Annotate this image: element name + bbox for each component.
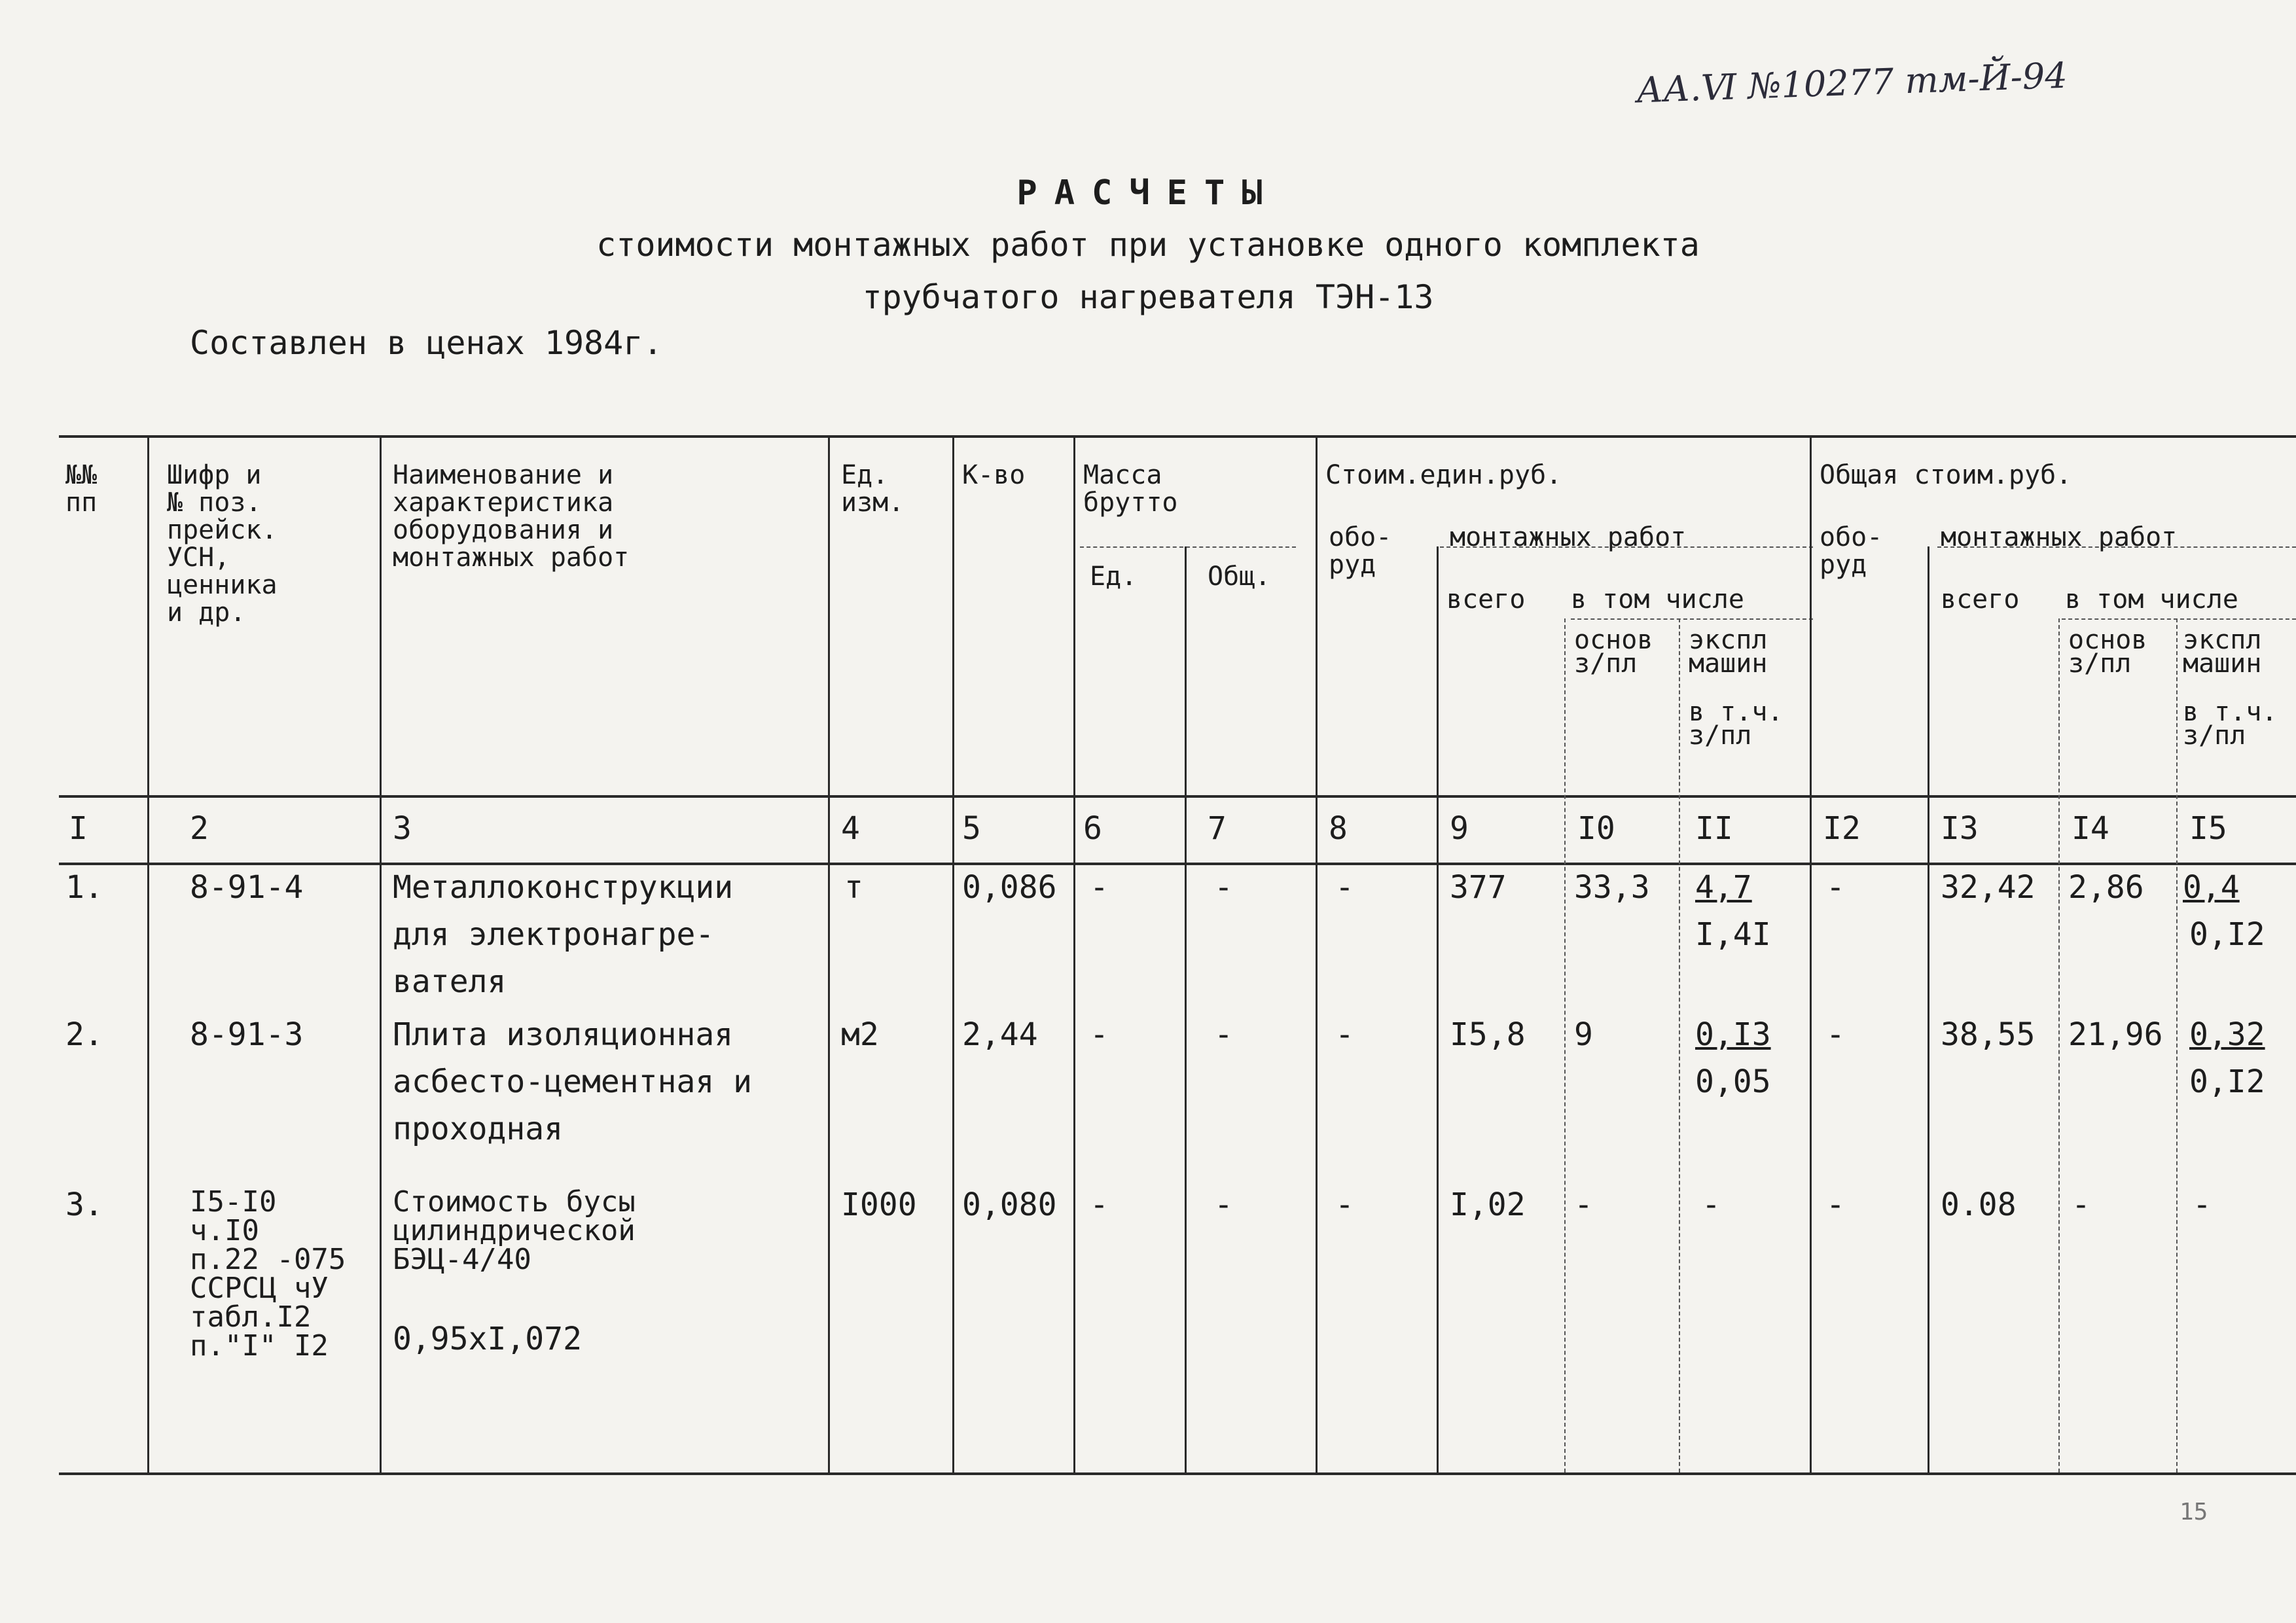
document-stamp: АА.Ⅵ №10277 тм-Й-94 (1636, 54, 2068, 111)
row-name: Стоимость бусы цилиндрической БЭЦ-4/40 (393, 1185, 636, 1276)
row-quantity: 2,44 (962, 1016, 1038, 1053)
header-total-cost: Общая стоим.руб. (1820, 460, 2072, 490)
row-base-wage-2: 21,96 (2068, 1016, 2163, 1053)
col-divider (1928, 546, 1929, 1472)
row-mass-total: - (1214, 1186, 1233, 1223)
col-divider (1073, 435, 1075, 1472)
header-machine-2: экспл машин (2183, 625, 2262, 679)
row-quantity: 0,080 (962, 1186, 1057, 1223)
col-divider (952, 435, 954, 1472)
header-base-wage-2: основ з/пл (2068, 625, 2147, 679)
page-mark: 15 (2179, 1499, 2208, 1525)
row-machine: 0,I3 (1695, 1016, 1771, 1053)
row-code: 8-91-4 (190, 869, 304, 906)
header-mass: Масса брутто (1083, 460, 1178, 518)
col-number: I4 (2072, 810, 2109, 847)
col-number: 5 (962, 810, 981, 847)
row-install-total: I5,8 (1450, 1016, 1526, 1053)
row-machine-wage: I,4I (1695, 916, 1771, 953)
header-code: Шифр и № поз. прейск. УСН, ценника и др. (167, 460, 278, 628)
header-installation-2: монтажных работ (1941, 522, 2178, 552)
col-number: I3 (1941, 810, 1979, 847)
row-mass-unit: - (1090, 869, 1109, 906)
header-installation: монтажных работ (1450, 522, 1687, 552)
document-title: РАСЧЕТЫ (1016, 173, 1280, 213)
header-install-total-2: всего (1941, 584, 2020, 615)
row-equipment-2: - (1826, 1186, 1845, 1223)
row-base-wage-2: - (2072, 1186, 2090, 1223)
header-machine-wage: в т.ч. з/пл (1689, 697, 1784, 751)
header-machine: экспл машин (1689, 625, 1768, 679)
col-divider (2176, 618, 2178, 1472)
row-equipment-2: - (1826, 869, 1845, 906)
document-subtitle-line-1: стоимости монтажных работ при установке одного комплекта (596, 226, 1700, 264)
row-base-wage: 9 (1574, 1016, 1593, 1053)
row-base-wage: - (1574, 1186, 1593, 1223)
header-unit: Ед. изм. (841, 460, 905, 518)
row-equipment: - (1335, 1016, 1354, 1053)
header-quantity: К-во (962, 460, 1026, 490)
header-mass-total: Общ. (1208, 562, 1271, 592)
row-base-wage-2: 2,86 (2068, 869, 2144, 906)
row-install-total-2: 38,55 (1941, 1016, 2036, 1053)
col-divider (147, 435, 149, 1472)
header-mass-unit: Ед. (1090, 562, 1138, 592)
col-number: 7 (1208, 810, 1227, 847)
row-number: 3. (65, 1186, 103, 1223)
row-name: Металлоконструкции для электронагре- вателя (393, 869, 734, 1000)
col-number: 2 (190, 810, 209, 847)
col-number: II (1695, 810, 1733, 847)
row-code: 8-91-3 (190, 1016, 304, 1053)
header-install-incl: в том числе (1571, 584, 1744, 615)
row-mass-total: - (1214, 1016, 1233, 1053)
header-install-incl-2: в том числе (2065, 584, 2238, 615)
col-divider (1316, 435, 1318, 1472)
col-number: 9 (1450, 810, 1469, 847)
row-number: 1. (65, 869, 103, 906)
row-code: I5-I0 ч.I0 п.22 -075 ССРСЦ чУ табл.I2 п."I" I2 (190, 1185, 346, 1363)
row-name: Плита изоляционная асбесто-цементная и проходная (393, 1016, 753, 1147)
col-number: I (69, 810, 88, 847)
row-install-total-2: 0.08 (1941, 1186, 2017, 1223)
table-top-border (59, 435, 2296, 438)
row-mass-total: - (1214, 869, 1233, 906)
col-number: 6 (1083, 810, 1102, 847)
row-equipment-2: - (1826, 1016, 1845, 1053)
col-number: 8 (1329, 810, 1348, 847)
row-mass-unit: - (1090, 1016, 1109, 1053)
col-divider (1679, 618, 1680, 1472)
col-number: I0 (1577, 810, 1615, 847)
row-install-total: I,02 (1450, 1186, 1526, 1223)
compiled-note: Составлен в ценах 1984г. (190, 324, 663, 362)
document-subtitle-line-2: трубчатого нагревателя ТЭН-13 (862, 278, 1434, 316)
col-divider (828, 435, 830, 1472)
unit-incl-divider (1571, 618, 1813, 620)
header-base-wage: основ з/пл (1574, 625, 1653, 679)
row-machine-2: - (2193, 1186, 2212, 1223)
row-unit: т (844, 869, 863, 906)
col-number: 3 (393, 810, 412, 847)
row-machine-wage-2: 0,I2 (2189, 916, 2265, 953)
row-name-formula: 0,95xI,072 (393, 1321, 582, 1357)
row-quantity: 0,086 (962, 869, 1057, 906)
row-number: 2. (65, 1016, 103, 1053)
row-machine-wage: 0,05 (1695, 1063, 1771, 1100)
row-unit: м2 (841, 1016, 879, 1053)
col-number: I5 (2189, 810, 2227, 847)
header-name: Наименование и характеристика оборудования и монтажных работ (393, 460, 630, 573)
row-install-total: 377 (1450, 869, 1507, 906)
header-install-total: всего (1446, 584, 1526, 615)
col-divider (1564, 618, 1566, 1472)
row-mass-unit: - (1090, 1186, 1109, 1223)
row-unit: I000 (841, 1186, 917, 1223)
col-divider (1810, 435, 1812, 1472)
header-equipment: обо- руд (1329, 522, 1392, 580)
table-bottom-border (59, 1472, 2296, 1475)
col-number: I2 (1823, 810, 1861, 847)
row-machine-wage-2: 0,I2 (2189, 1063, 2265, 1100)
header-bottom-border (59, 795, 2296, 798)
total-incl-divider (2062, 618, 2296, 620)
row-equipment: - (1335, 869, 1354, 906)
row-machine: - (1702, 1186, 1721, 1223)
header-machine-wage-2: в т.ч. з/пл (2183, 697, 2278, 751)
col-number: 4 (841, 810, 860, 847)
col-divider (380, 435, 382, 1472)
col-divider (1185, 546, 1187, 1472)
row-equipment: - (1335, 1186, 1354, 1223)
col-divider (1437, 546, 1439, 1472)
mass-sub-divider (1080, 546, 1296, 548)
row-machine-2: 0,32 (2189, 1016, 2265, 1053)
row-base-wage: 33,3 (1574, 869, 1650, 906)
row-install-total-2: 32,42 (1941, 869, 2036, 906)
row-machine: 4,7 (1695, 869, 1752, 906)
row-machine-2: 0,4 (2183, 869, 2240, 906)
col-divider (2058, 618, 2060, 1472)
header-number: №№ пп (65, 460, 98, 518)
header-equipment-2: обо- руд (1820, 522, 1883, 580)
header-unit-cost: Стоим.един.руб. (1325, 460, 1562, 490)
